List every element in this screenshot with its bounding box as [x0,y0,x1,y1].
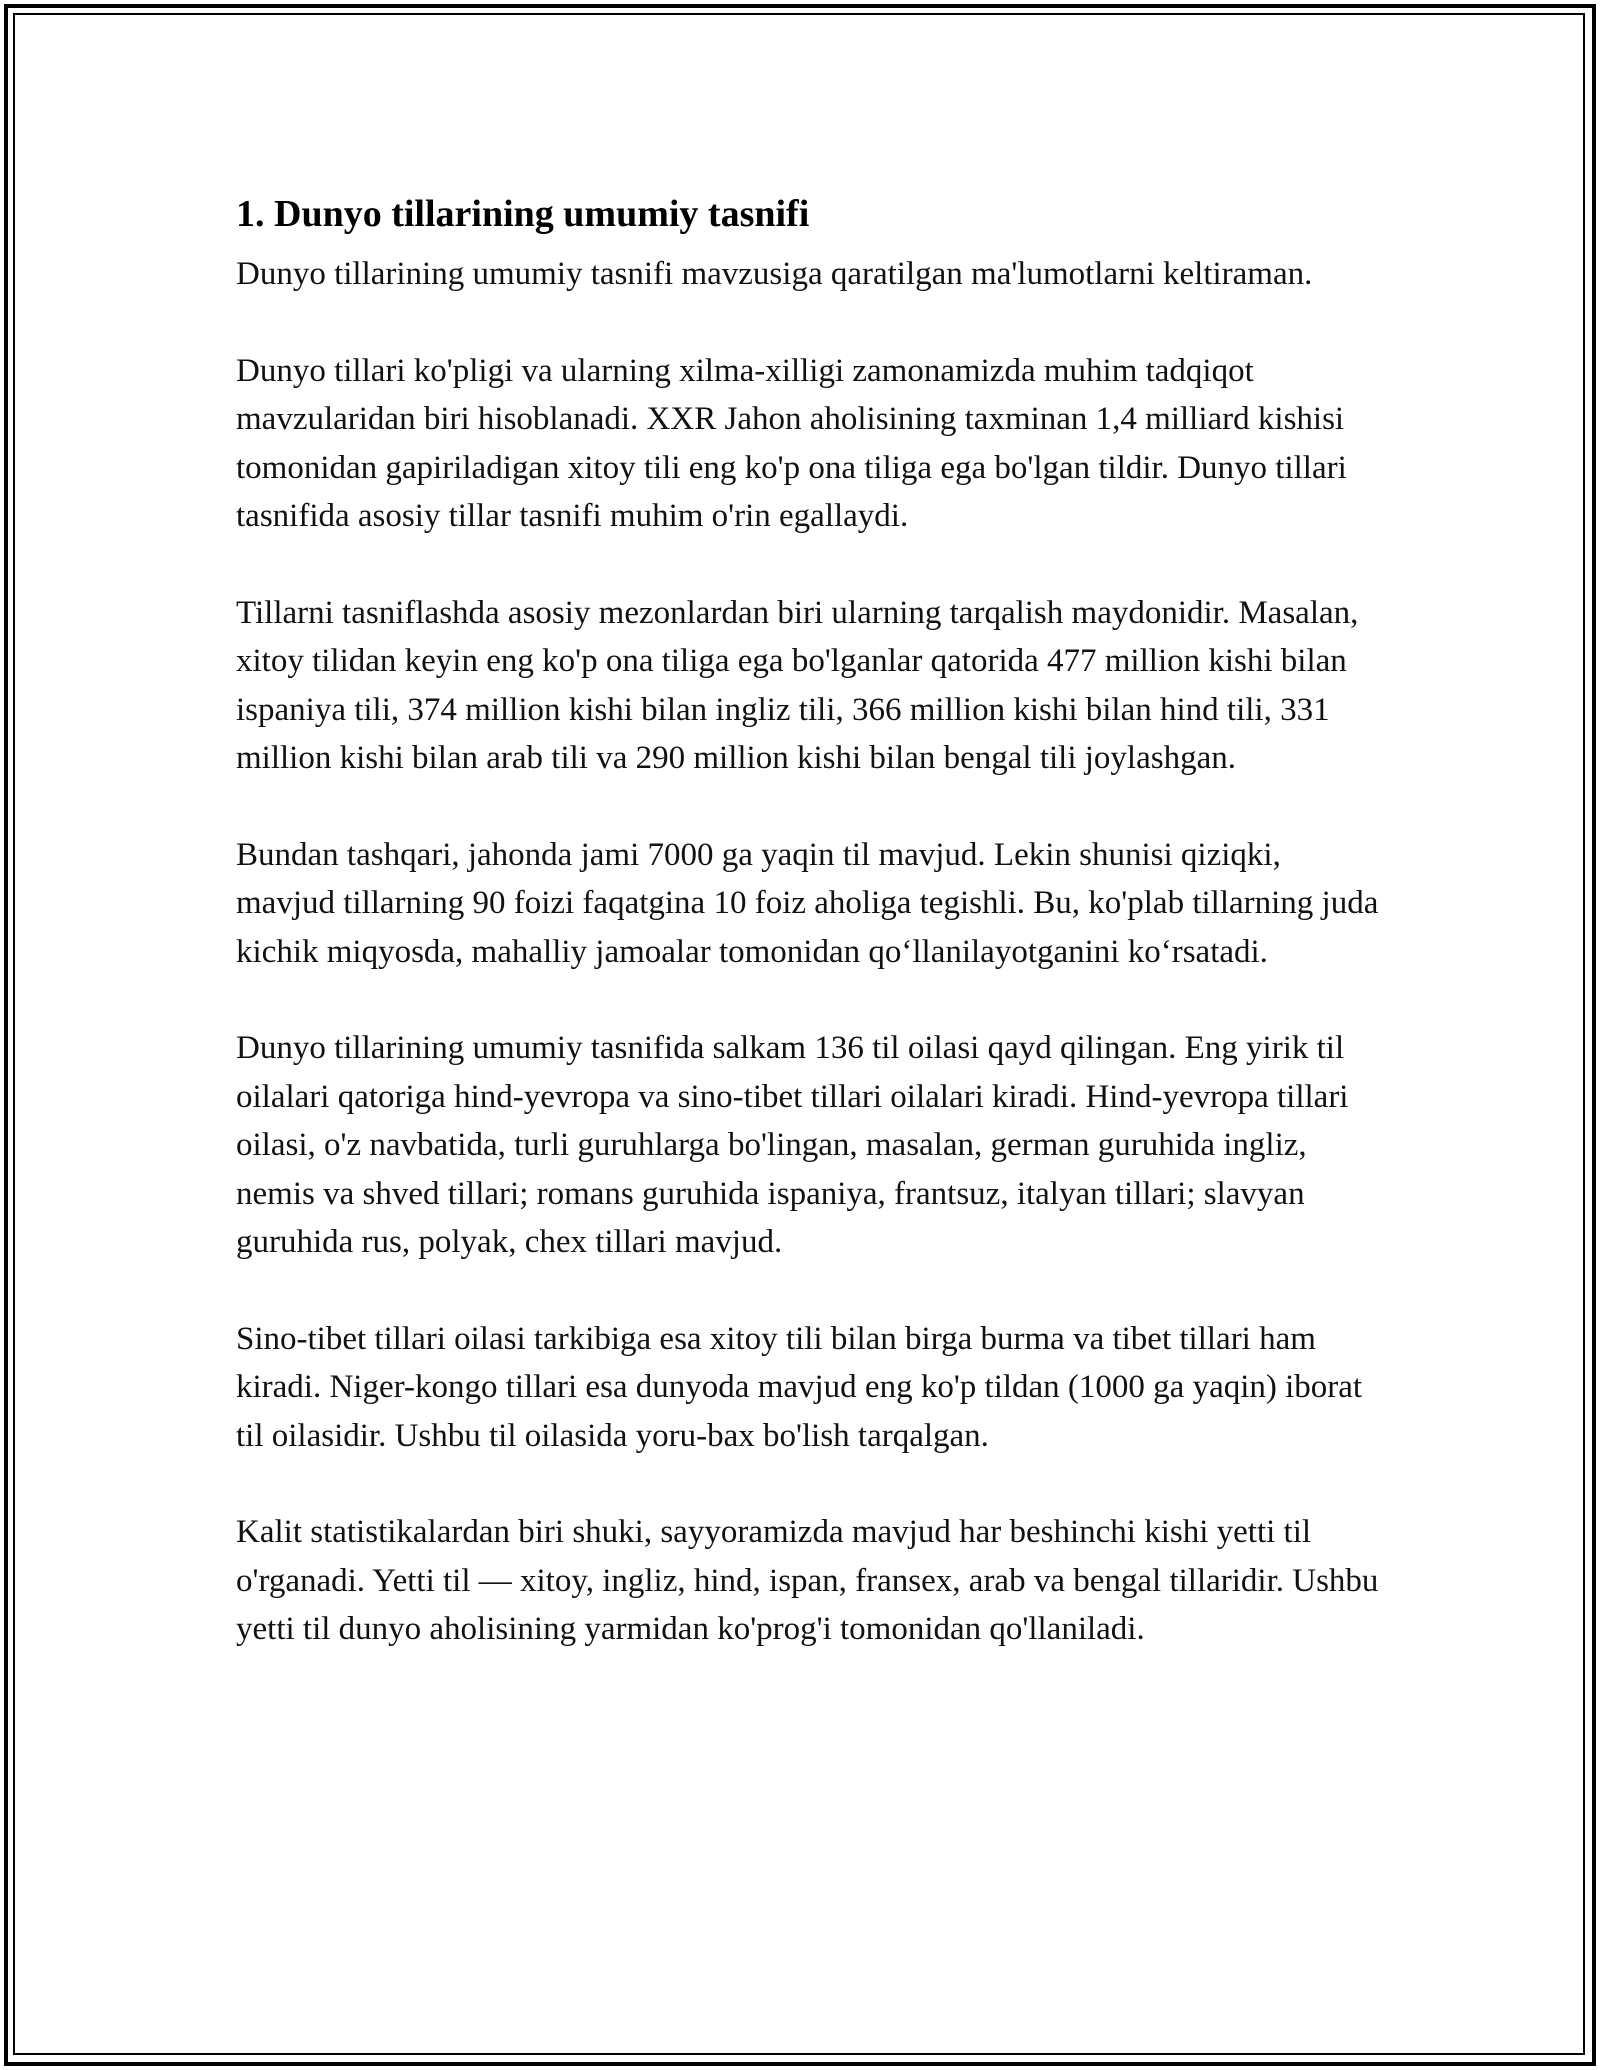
document-body [236,186,1386,1702]
paragraph-language-families: Dunyo tillarining umumiy tasnifida salkam 136 til oilasi qayd qilingan. Eng yirik til oilalari qatoriga hind-yevropa va sino-tibet tillari oilalari kiradi. Hind-yevropa tillari oilasi, o'z navbatida, turli guruhlarga bo'lingan, masalan, german guruhida ingliz, nemis va shved tillari; romans guruhida ispaniya, frantsuz, italyan tillari; slavyan guruhida rus, polyak, chex tillari mavjud. [236,1030,1349,1260]
paragraph-statistics: Kalit statistikalardan biri shuki, sayyoramizda mavjud har beshinchi kishi yetti til o'rganadi. Yetti til — xitoy, ingliz, hind, ispan, fransex, arab va bengal tillaridir. Ushbu yetti til dunyo aholisining yarmidan ko'prog'i tomonidan qo'llaniladi. [236,1514,1379,1647]
document-title: 1. Dunyo tillarining umumiy tasnifi [236,193,810,235]
paragraph-diversity: Dunyo tillari ko'pligi va ularning xilma-xilligi zamonamizda muhim tadqiqot mavzularidan biri hisoblanadi. XXR Jahon aholisining taxminan 1,4 milliard kishisi tomonidan gapiriladigan xitoy tili eng ko'p ona tiliga ega bo'lgan tildir. Dunyo tillari tasnifida asosiy tillar tasnifi muhim o'rin egallaydi. [236,352,1347,534]
paragraph-intro: Dunyo tillarining umumiy tasnifi mavzusiga qaratilgan ma'lumotlarni keltiraman. [236,256,1313,292]
paragraph-sino-tibetan: Sino-tibet tillari oilasi tarkibiga esa xitoy tili bilan birga burma va tibet tillari ham kiradi. Niger-kongo tillari esa dunyoda mavjud eng ko'p tildan (1000 ga yaqin) iborat til oilasidir. Ushbu til oilasida yoru-bax bo'lish tarqalgan. [236,1320,1363,1454]
paragraph-total-languages: Bundan tashqari, jahonda jami 7000 ga yaqin til mavjud. Lekin shunisi qiziqki, mavjud tillarning 90 foizi faqatgina 10 foiz aholiga tegishli. Bu, ko'plab tillarning juda kichik miqyosda, mahalliy jamoalar tomonidan qo‘llanilayotganini ko‘rsatadi. [236,836,1379,970]
paragraph-distribution: Tillarni tasniflashda asosiy mezonlardan biri ularning tarqalish maydonidir. Masalan, xitoy tilidan keyin eng ko'p ona tiliga ega bo'lganlar qatorida 477 million kishi bilan ispaniya tili, 374 million kishi bilan ingliz tili, 366 million kishi bilan hind tili, 331 million kishi bilan arab tili va 290 million kishi bilan bengal tili joylashgan. [236,594,1359,776]
